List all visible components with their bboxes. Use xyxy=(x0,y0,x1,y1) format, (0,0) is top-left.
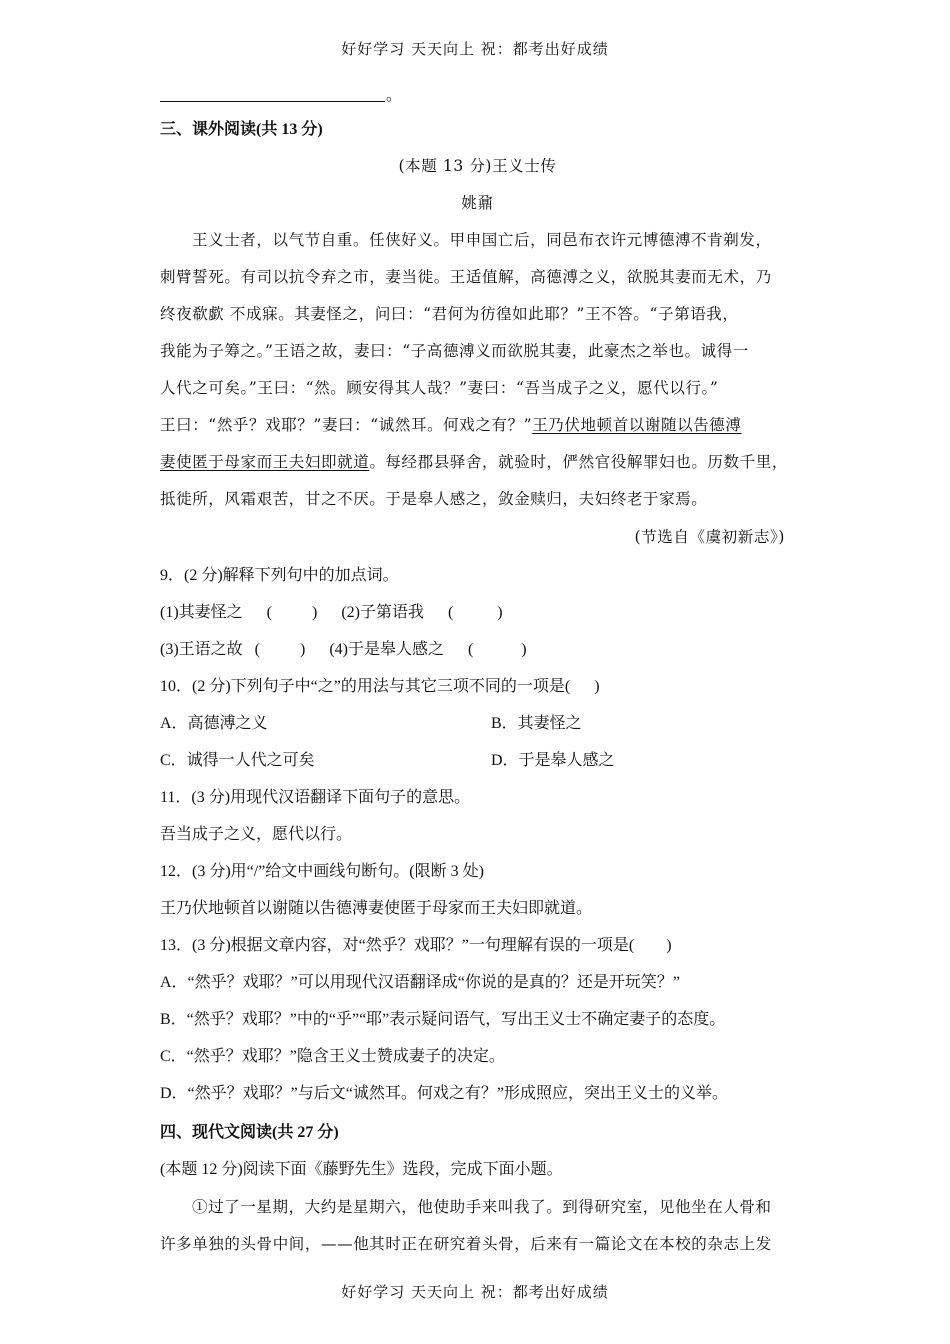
passage-line-7 xyxy=(160,451,788,473)
underlined-sentence-part-2: 妻使匿于母家而王夫妇即就道 xyxy=(160,453,370,471)
q9-row-2: (3)王语之故 ( ) (4)于是皋人感之 ( ) xyxy=(160,641,527,658)
q12-sentence: 王乃伏地顿首以谢随以吿德溥妻使匿于母家而王夫妇即就道。 xyxy=(160,900,593,917)
underlined-sentence-part-1: 王乃伏地顿首以谢随以吿德溥 xyxy=(532,416,742,434)
q11-sentence: 吾当成子之义，愿代以行。 xyxy=(160,826,353,843)
section3-title: 三、课外阅读(共 13 分) xyxy=(160,121,323,138)
q13-stem: 13．(3 分)根据文章内容，对“然乎？戏耶？”一句理解有误的一项是( ) xyxy=(160,937,672,954)
section4-title: 四、现代文阅读(共 27 分) xyxy=(160,1124,339,1141)
q10-option-b: B．其妻怪之 xyxy=(491,715,582,732)
passage-author: 姚鼐 xyxy=(461,194,494,212)
q9-stem: 9．(2 分)解释下列句中的加点词。 xyxy=(160,567,399,584)
passage-line-3: 终夜欷歔 不成寐。其妻怪之，问曰：“君何为彷徨如此耶？”王不答。“子第语我， xyxy=(160,305,739,323)
q12-stem: 12．(3 分)用“/”给文中画线句断句。(限断 3 处) xyxy=(160,863,484,880)
passage-line-1: 王义士者，以气节自重。任侠好义。甲申国亡后，同邑布衣许元博德溥不肯剃发， xyxy=(192,231,772,249)
passage-title: (本题 13 分)王义士传 xyxy=(398,157,557,175)
passage-line-7-plain: 。每经郡县驿舍，就验时，俨然官役解罪妇也。历数千里， xyxy=(369,453,788,471)
passage-line-4: 我能为子筹之。”王语之故，妻曰：“子高德溥义而欲脱其妻，此豪杰之举也。诚得一 xyxy=(160,342,749,360)
q10-stem: 10．(2 分)下列句子中“之”的用法与其它三项不同的一项是( ) xyxy=(160,678,600,695)
answer-blank-line xyxy=(160,85,403,107)
page-header: 好好学习 天天向上 祝：都考出好成绩 xyxy=(341,40,609,58)
q13-option-c: C．“然乎？戏耶？”隐含王义士赞成妻子的决定。 xyxy=(160,1048,505,1065)
section4-intro: (本题 12 分)阅读下面《藤野先生》选段，完成下面小题。 xyxy=(160,1161,563,1178)
passage-line-2: 刺臂誓死。有司以抗令弃之市，妻当徙。王适值解，高德溥之义，欲脱其妻而无术，乃 xyxy=(160,268,772,286)
passage-line-6-plain: 王曰：“然乎？戏耶？”妻曰：“诚然耳。何戏之有？” xyxy=(160,416,533,434)
blank-underline xyxy=(160,87,385,102)
q13-option-a: A．“然乎？戏耶？”可以用现代汉语翻译成“你说的是真的？还是开玩笑？” xyxy=(160,974,680,991)
q11-stem: 11．(3 分)用现代汉语翻译下面句子的意思。 xyxy=(160,789,471,806)
passage-line-8: 抵徙所，风霜艰苦，甘之不厌。于是皋人感之，敛金赎归，夫妇终老于家焉。 xyxy=(160,490,708,508)
passage-line-5: 人代之可矣。”王曰：“然。顾安得其人哉？”妻曰：“吾当成子之义，愿代以行。” xyxy=(160,379,719,397)
q9-row-1: (1)其妻怪之 ( ) (2)子第语我 ( ) xyxy=(160,604,503,621)
excerpt-line-1: ①过了一星期，大约是星期六，他使助手来叫我了。到得研究室，见他坐在人骨和 xyxy=(192,1198,772,1216)
q13-option-b: B．“然乎？戏耶？”中的“乎”“耶”表示疑问语气，写出王义士不确定妻子的态度。 xyxy=(160,1011,726,1028)
q10-option-d: D．于是皋人感之 xyxy=(491,752,615,769)
q13-option-d: D．“然乎？戏耶？”与后文“诚然耳。何戏之有？”形成照应，突出王义士的义举。 xyxy=(160,1085,728,1102)
excerpt-line-2: 许多单独的头骨中间，——他其时正在研究着头骨，后来有一篇论文在本校的杂志上发 xyxy=(160,1235,772,1253)
passage-line-6 xyxy=(160,414,742,436)
blank-end-punctuation: 。 xyxy=(386,87,403,104)
q10-option-a: A．高德溥之义 xyxy=(160,715,268,732)
q10-option-c: C．诚得一人代之可矣 xyxy=(160,752,315,769)
passage-source: (节选自《虞初新志》) xyxy=(634,528,785,546)
page-footer: 好好学习 天天向上 祝：都考出好成绩 xyxy=(341,1283,609,1301)
